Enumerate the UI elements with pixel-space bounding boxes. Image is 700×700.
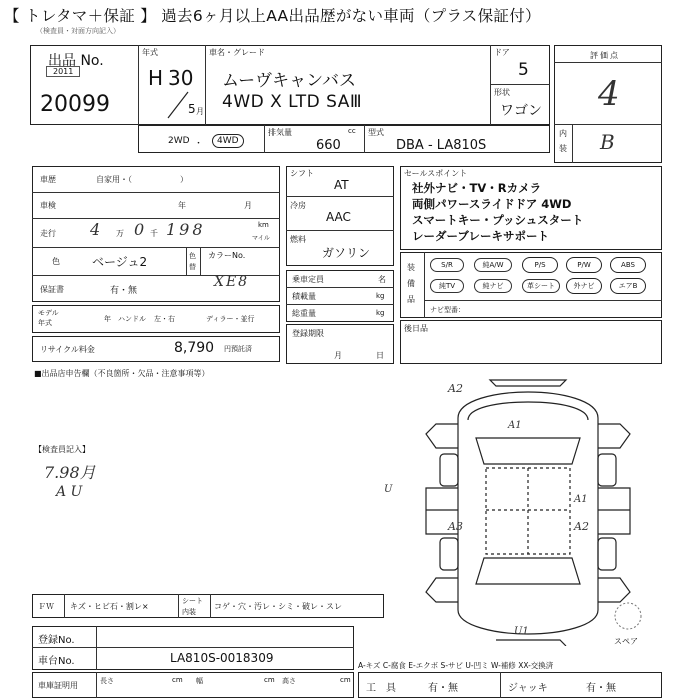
selling-points-label: セールスポイント [404,169,468,178]
lot-number: 20099 [40,92,110,117]
model-value: DBA - LA810S [396,138,487,153]
cert-height-unit: cm [340,676,351,684]
damage-mark-a1-hood: A1 [508,420,522,431]
mileage-sen-value: 0 [134,220,145,239]
selling-point-2: 両側パワースライドドア 4WD [412,197,572,211]
mileage-man: 万 [116,229,124,238]
fuel-value: ガソリン [322,246,371,260]
seat-label-1: シート [182,597,203,605]
recycle-label: リサイクル料金 [40,345,95,354]
shape-label: 形状 [494,88,510,97]
tools-label: 工 具 [366,683,396,694]
year-value: 30 [168,66,194,90]
drive-2wd: 2WD [168,136,190,146]
equip-pw: P/W [566,257,602,273]
shape-value: ワゴン [500,103,542,119]
model-year-year: 年 [104,315,111,323]
engine-unit: cc [348,127,356,135]
engine-value: 660 [316,138,341,153]
mileage-unit-km: km [258,221,269,229]
equipment-label-1: 装 [407,263,415,272]
lot-stamp: 2011 [46,66,80,77]
fw-label: ＦＷ [38,602,54,611]
chassis-value: LA810S-0018309 [170,651,274,665]
model-year-dealer: ディラー・並行 [206,315,255,323]
cert-width-label: 幅 [196,677,203,685]
name-line2: 4WD X LTD SAⅢ [222,92,363,112]
seat-label-2: 内装 [182,608,196,616]
engine-label: 排気量 [268,128,292,137]
jack-value: 有・無 [586,683,616,694]
inspector-label: 【検査員記入】 [34,445,90,454]
equipment-label-3: 品 [407,295,415,304]
spare-tire-icon [612,600,644,632]
mileage-sen: 千 [150,229,158,238]
weight-unit: kg [376,309,385,317]
score-value: 4 [598,74,620,114]
fuel-label: 燃料 [290,235,306,244]
year-label: 年式 [142,48,158,57]
equip-ps: P/S [522,257,558,273]
equip-ext-navi: 外ナビ [566,278,602,294]
equip-tv: 純TV [430,279,464,293]
year-era: H [148,66,164,90]
warranty-label: 保証書 [40,285,64,294]
lot-label: 出品 No. [48,53,104,69]
color-change-2: 替 [189,263,196,271]
equipment-label-2: 備 [407,279,415,288]
selling-point-4: レーダーブレーキサポート [412,229,549,243]
history-value: 自家用・（ ） [96,175,188,184]
selling-point-3: スマートキー・プッシュスタート [412,213,584,227]
recycle-unit: 円預託済 [224,345,252,353]
registration-label: 登録No. [38,635,75,646]
color-value: ベージュ2 [92,255,148,269]
year-month-unit: 月 [196,107,204,116]
warranty-value: 有・無 [110,286,138,296]
mileage-label: 走行 [40,229,56,238]
damage-mark-a1-right: A1 [574,494,588,505]
cert-length-label: 長さ [100,677,114,685]
inspector-note-2: A U [56,484,83,500]
shift-value: AT [334,178,349,192]
spare-label: スペア [614,637,638,646]
certificate-row [32,672,354,698]
navi-model-label: ナビ型番： [430,306,465,314]
ac-label: 冷房 [290,201,306,210]
remarks-label: 後日品 [404,324,428,333]
capacity-unit: 名 [378,275,386,284]
selling-point-1: 社外ナビ・TV・Rカメラ [412,181,542,195]
drive-4wd: 4WD [212,134,244,148]
cert-width-unit: cm [264,676,275,684]
year-month: 5 [188,102,196,116]
inspection-label: 車検 [40,201,56,210]
ac-value: AAC [326,210,351,224]
model-year-label-2: 年式 [38,319,52,327]
color-label: 色 [52,257,60,266]
name-line1: ムーヴキャンバス [222,71,356,91]
drive-sep: ・ [194,139,204,149]
mileage-unit-mile: マイル [252,235,270,242]
capacity-label: 乗車定員 [292,275,324,284]
damage-mark-a3: A3 [448,520,463,533]
doors-label: ドア [494,48,510,57]
interior-value: B [600,130,615,154]
model-year-handle-value: 左・右 [154,315,175,323]
equip-sr: S/R [430,258,464,272]
color-code-label: カラーNo. [208,251,246,260]
recycle-value: 8,790 [174,340,215,356]
subheader: （検査員・対面方向記入） [36,27,120,35]
interior-label-2: 装 [559,144,567,153]
damage-mark-u-left: U [384,484,393,495]
model-year-handle: ハンドル [118,315,146,323]
certificate-label: 車庫証明用 [38,681,78,690]
model-year-label-1: モデル [38,309,59,317]
interior-label-1: 内 [559,129,567,138]
equip-leather: 革シート [522,279,560,293]
mileage-rest-value: 198 [166,220,206,239]
seat-value: コゲ・穴・汚レ・シミ・破レ・スレ [214,602,342,611]
shift-label: シフト [290,169,314,178]
weight-label: 総重量 [292,309,316,318]
inspector-note-1: 7.98月 [44,463,96,482]
inspection-year: 年 [178,201,186,210]
remarks-box [400,320,662,364]
model-label: 型式 [368,128,384,137]
header-title: 【 トレタマ＋保証 】 過去6ヶ月以上AA出品歴がない車両（プラス保証付） [4,7,541,25]
history-label: 車歴 [40,175,56,184]
equip-alloy: 純A/W [474,258,512,272]
damage-mark-a2-top: A2 [448,382,463,395]
name-label: 車名・グレード [209,48,265,57]
load-unit: kg [376,292,385,300]
equip-airbag: エアB [610,278,646,294]
reg-deadline-label: 登録期限 [292,329,324,338]
damage-mark-u1-rear: U1 [514,626,529,637]
chassis-label: 車台No. [38,656,75,667]
color-code-value: XE8 [214,274,250,290]
reg-deadline-day: 日 [376,351,384,360]
mileage-man-value: 4 [90,220,101,239]
color-change-1: 色 [189,252,196,260]
tools-value: 有・無 [428,683,458,694]
fw-value: キズ・ヒビ石・割レ× [70,602,149,611]
inspection-month: 月 [244,201,252,210]
reg-deadline-month: 月 [334,351,342,360]
damage-mark-a2-right: A2 [574,520,589,533]
load-label: 積載量 [292,292,316,301]
damage-legend: A-キズ C-腐食 E-エクボ S-サビ U-凹ミ W-補修 XX-交換済 [358,661,554,670]
cert-length-unit: cm [172,676,183,684]
declaration-label: ■出品店申告欄（不良箇所・欠品・注意事項等） [34,369,210,378]
equip-abs: ABS [610,257,646,273]
doors-value: 5 [518,60,529,80]
equip-navi: 純ナビ [474,279,512,293]
jack-label: ジャッキ [508,683,548,694]
score-label: 評価点 [590,51,620,60]
cert-height-label: 高さ [282,677,296,685]
